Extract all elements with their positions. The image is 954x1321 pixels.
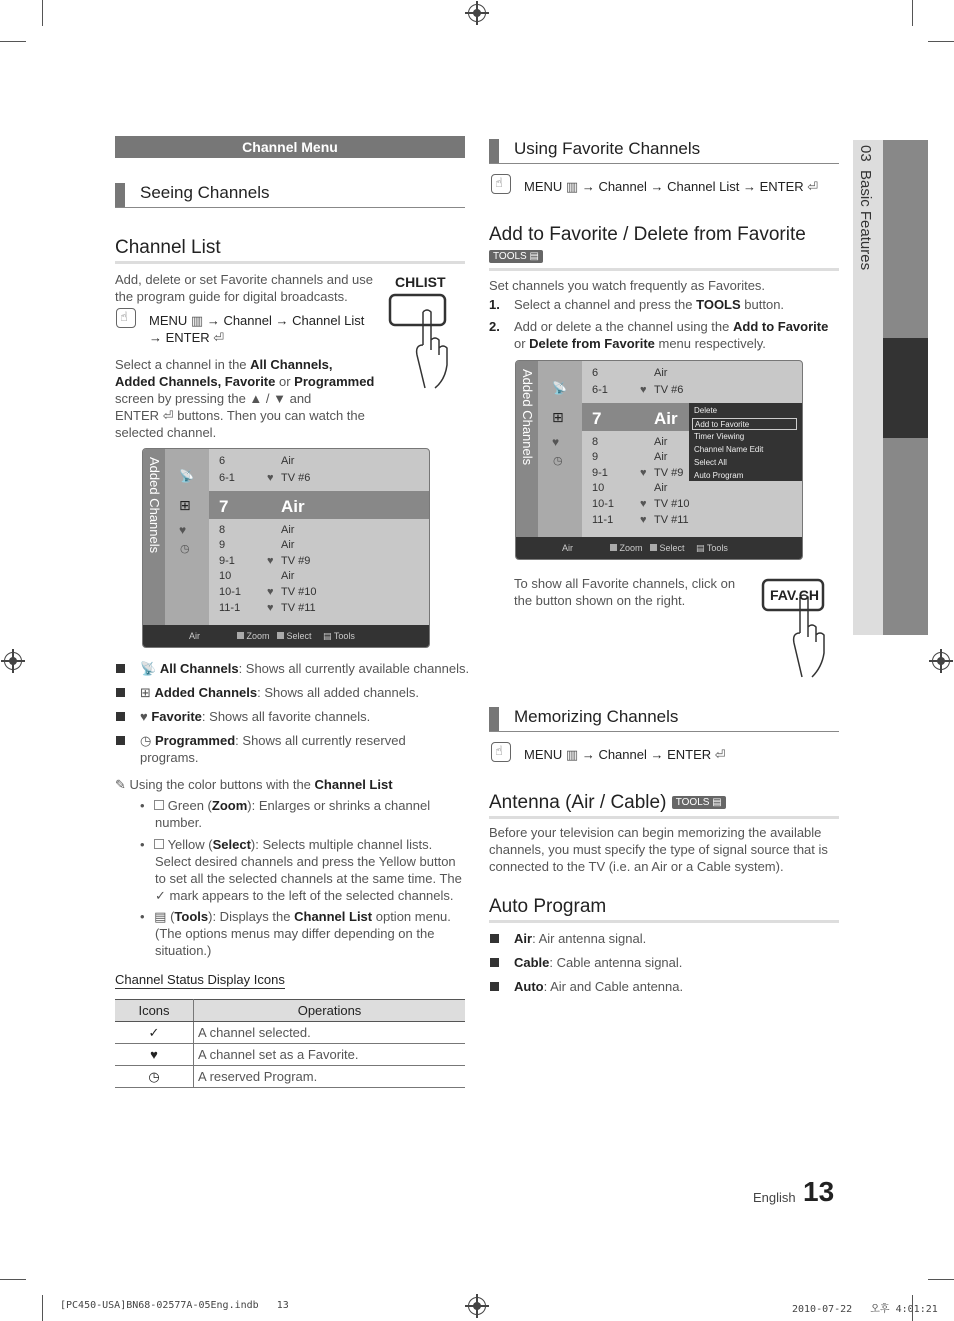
channel-list-screen (142, 448, 430, 648)
channel-name: TV #10 (654, 498, 690, 510)
check-icon: ✓ (155, 888, 166, 903)
clock-icon: ◷ (148, 1068, 160, 1084)
registration-mark-top (468, 4, 486, 22)
bullet-cable: Cable: Cable antenna signal. (514, 955, 683, 970)
side-tab-dark-top (883, 140, 928, 338)
heart-icon: ♥ (150, 1047, 158, 1062)
added-channels-label: Added Channels (520, 369, 535, 466)
bullet-auto: Auto: Air and Cable antenna. (514, 979, 684, 994)
side-tab-label: 03 Basic Features (857, 145, 874, 271)
memorizing-channels-heading: Memorizing Channels (489, 707, 839, 732)
tools-badge: TOOLS ▤ (672, 796, 726, 809)
added-channels-icon: ⊞ (140, 685, 151, 700)
added-channels-icon: ⊞ (552, 409, 564, 425)
channel-name: TV #9 (654, 467, 684, 479)
memo-icon (491, 174, 511, 194)
enter-icon: ⏎ (213, 330, 225, 345)
antenna-icon: 📡 (552, 381, 567, 395)
channel-menu-bar: Channel Menu (115, 136, 465, 158)
channel-number: 9 (219, 539, 226, 551)
channel-name: Air (281, 497, 305, 516)
channel-number: 9-1 (592, 467, 608, 479)
tools-icon: ▤ (154, 909, 167, 924)
enter-icon: ⏎ (807, 179, 819, 194)
channel-name: Air (654, 451, 668, 463)
screen-footer: Air Zoom Select ▤ Tools (143, 625, 429, 647)
antenna-text: Before your television can begin memorizing the available channels, you must specify the type of signal source that is connected to the TV (i.e. an Air or a Cable system). (489, 825, 828, 874)
channel-list-intro: Add, delete or set Favorite channels and use the program guide for digital broadcasts. (115, 272, 373, 304)
popup-menu-item[interactable]: Select All (694, 458, 727, 467)
favch-label: FAV.CH (770, 587, 820, 603)
clock-icon: ◷ (140, 733, 152, 748)
channel-name: TV #9 (281, 555, 311, 567)
channel-number: 10 (219, 570, 232, 582)
bullet-favorite: ♥ Favorite: Shows all favorite channels. (140, 709, 371, 724)
menu-icon: ▥ (565, 747, 579, 762)
side-tab-dark-bottom (883, 438, 928, 635)
selected-row-highlight (209, 491, 429, 519)
added-channels-label: Added Channels (147, 457, 162, 554)
channel-number: 6 (219, 455, 226, 467)
tools-badge: TOOLS ▤ (489, 250, 543, 263)
heart-icon: ♥ (640, 514, 647, 526)
check-icon: ✓ (148, 1024, 160, 1040)
channel-name: Air (281, 455, 295, 467)
heart-icon: ♥ (267, 586, 274, 598)
popup-menu-item[interactable]: Add to Favorite (692, 418, 797, 430)
add-favorite-heading: Add to Favorite / Delete from Favorite TOOLS ▤ (489, 224, 839, 271)
channel-name: TV #6 (654, 384, 684, 396)
table-header-icons: Icons (115, 1000, 194, 1022)
enter-icon: ⏎ (714, 747, 726, 762)
channel-name: TV #11 (654, 514, 689, 526)
chlist-label: CHLIST (395, 274, 446, 290)
print-date-info: 2010-07-22 오후 4:01:21 (792, 1304, 938, 1315)
favorite-icon: ♥ (179, 523, 187, 537)
bullet-all-channels: 📡 All Channels: Shows all currently available channels. (140, 661, 470, 676)
footer-language: English (753, 1190, 796, 1205)
channel-number: 7 (592, 409, 602, 428)
channel-name: Air (654, 436, 668, 448)
sub-bullet-yellow: • Yellow (Select): Selects multiple channel lists. Select desired channels and press the Yellow button to set all the selected channels at the same time. The ✓ mark appears to the left of the selected channels. (140, 837, 462, 903)
memo-icon (491, 742, 511, 762)
favorite-menu-screen (515, 360, 803, 560)
heart-icon: ♥ (640, 384, 647, 396)
step-2: 2. Add or delete a the channel using the Add to Favorite or Delete from Favorite menu respectively. (489, 319, 829, 351)
channel-name: TV #10 (281, 586, 317, 598)
pencil-icon: ✎ (115, 777, 126, 792)
programmed-icon: ◷ (553, 455, 563, 467)
heart-icon: ♥ (640, 467, 647, 479)
added-channels-icon: ⊞ (179, 497, 191, 513)
channel-number: 6-1 (219, 472, 235, 484)
heart-icon: ♥ (267, 472, 274, 484)
channel-name: Air (281, 524, 295, 536)
channel-name: Air (281, 570, 295, 582)
enter-icon: ⏎ (162, 408, 174, 423)
using-favorite-heading: Using Favorite Channels (489, 139, 839, 164)
step-1: 1. Select a channel and press the TOOLS button. (489, 297, 785, 312)
bullet-air: Air: Air antenna signal. (514, 931, 647, 946)
channel-number: 11-1 (219, 602, 241, 614)
antenna-icon: 📡 (179, 469, 194, 483)
color-buttons-note: ✎ Using the color buttons with the Channel List (115, 777, 393, 792)
bullet-programmed: ◷ Programmed: Shows all currently reserved programs. (140, 733, 406, 765)
tools-popup-menu (689, 403, 802, 481)
table-row: ◷ A reserved Program. (115, 1066, 465, 1088)
channel-number: 9 (592, 451, 599, 463)
side-tab-black (883, 338, 928, 438)
programmed-icon: ◷ (180, 543, 190, 555)
page-number: 13 (803, 1176, 835, 1207)
popup-menu-item[interactable]: Delete (694, 406, 718, 415)
print-file-info: [PC450-USA]BN68-02577A-05Eng.indb 13 (60, 1300, 289, 1311)
channel-number: 8 (219, 524, 226, 536)
channel-name: Air (654, 409, 678, 428)
channel-number: 8 (592, 436, 599, 448)
popup-menu-item[interactable]: Channel Name Edit (694, 445, 764, 454)
channel-name: Air (281, 539, 295, 551)
menu-path-memorizing: MENU ▥ → Channel → ENTER ⏎ (524, 747, 726, 762)
status-icons-table (115, 999, 465, 1088)
status-icons-title: Channel Status Display Icons (115, 972, 285, 987)
registration-mark-left (4, 652, 22, 670)
set-favorites-text: Set channels you watch frequently as Favorites. (489, 278, 766, 293)
table-header-operations: Operations (194, 1000, 466, 1022)
menu-icon: ▥ (565, 179, 579, 194)
chlist-button-hand-icon (385, 290, 470, 390)
channel-number: 6 (592, 367, 599, 379)
channel-number: 11-1 (592, 514, 614, 526)
channel-name: TV #11 (281, 602, 316, 614)
seeing-channels-heading: Seeing Channels (115, 183, 465, 208)
heart-icon: ♥ (267, 555, 274, 567)
channel-number: 10-1 (219, 586, 242, 598)
auto-program-heading: Auto Program (489, 896, 839, 923)
favorite-icon: ♥ (552, 435, 560, 449)
channel-name: TV #6 (281, 472, 311, 484)
channel-number: 6-1 (592, 384, 608, 396)
heart-icon: ♥ (267, 602, 274, 614)
screen-footer: Air Zoom Select ▤ Tools (516, 537, 802, 559)
channel-name: Air (654, 482, 668, 494)
registration-mark-right (932, 652, 950, 670)
popup-menu-item[interactable]: Auto Program (694, 471, 744, 480)
table-row: ♥ A channel set as a Favorite. (115, 1044, 465, 1066)
channel-number: 10 (592, 482, 605, 494)
menu-icon: ▥ (190, 313, 204, 328)
registration-mark-bottom (468, 1297, 486, 1315)
select-channel-text: Select a channel in the All Channels, Added Channels, Favorite or Programmed screen by pressing the ▲ / ▼ and ENTER ⏎ buttons. Then you can watch the selected channel. (115, 357, 375, 440)
menu-path-favorite: MENU ▥ → Channel → Channel List → ENTER ⏎ (524, 179, 819, 194)
channel-name: Air (654, 367, 668, 379)
channel-number: 7 (219, 497, 229, 516)
sub-bullet-green: • Green (Zoom): Enlarges or shrinks a channel number. (140, 798, 431, 830)
heart-icon: ♥ (640, 498, 647, 510)
show-all-favorites-text: To show all Favorite channels, click on the button shown on the right. (514, 576, 736, 608)
sub-bullet-tools: • ▤ (Tools): Displays the Channel List option menu. (The options menus may differ depending on the situation.) (140, 909, 451, 958)
memo-icon (116, 308, 136, 328)
channel-number: 9-1 (219, 555, 235, 567)
table-row: ✓ A channel selected. (115, 1022, 465, 1044)
bullet-added-channels: ⊞ Added Channels: Shows all added channels. (140, 685, 419, 700)
channel-number: 10-1 (592, 498, 615, 510)
menu-path-channel-list: MENU ▥ → Channel → Channel List → ENTER ⏎ (149, 313, 365, 345)
popup-menu-item[interactable]: Timer Viewing (694, 432, 745, 441)
antenna-heading: Antenna (Air / Cable) TOOLS ▤ (489, 792, 839, 819)
antenna-icon: 📡 (140, 661, 157, 676)
heart-icon: ♥ (140, 709, 148, 724)
channel-list-heading: Channel List (115, 237, 465, 264)
